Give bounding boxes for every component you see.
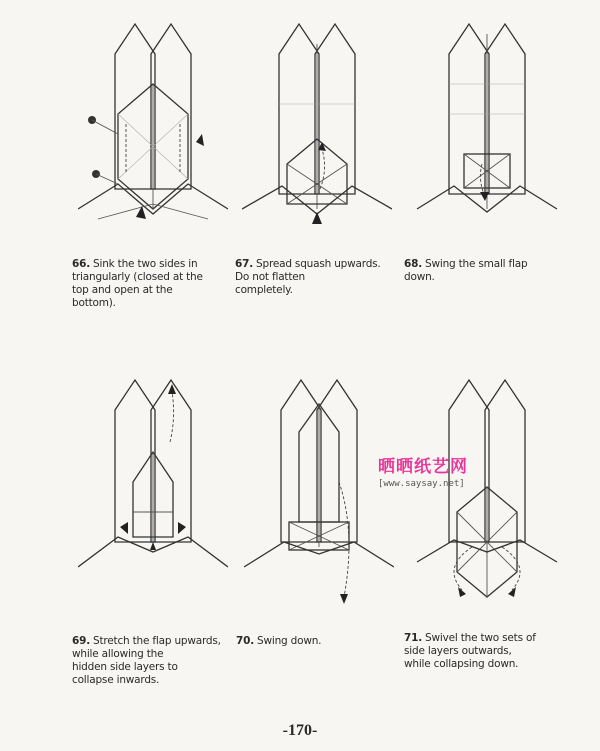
- step-instruction: Stretch the flap upwards, while allowing the hidden side layers to collapse inwards.: [72, 635, 221, 686]
- step-instruction: Swing the small flap down.: [404, 258, 528, 283]
- origami-diagram-67-svg: [242, 14, 392, 239]
- step-67-caption: [235, 258, 395, 297]
- origami-diagram-69-svg: [78, 372, 228, 597]
- step-number: 71.: [404, 632, 423, 644]
- origami-diagram-68-svg: [412, 14, 562, 239]
- step-number: 70.: [236, 635, 255, 647]
- step-70-caption: [236, 635, 386, 648]
- origami-diagram-66-svg: [78, 14, 228, 239]
- diagram-step-69: [78, 372, 228, 597]
- diagram-step-67: [242, 14, 392, 239]
- step-instruction: Spread squash upwards. Do not flatten completely.: [235, 258, 381, 296]
- step-number: 68.: [404, 258, 423, 270]
- step-instruction: Swing down.: [257, 635, 322, 647]
- origami-diagram-70-svg: [244, 372, 394, 617]
- step-number: 66.: [72, 258, 91, 270]
- step-66-caption: [72, 258, 232, 310]
- page-number: -170-: [282, 722, 318, 739]
- watermark-title: 晒晒纸艺网: [378, 457, 468, 477]
- step-instruction: Swivel the two sets of side layers outwards, while collapsing down.: [404, 632, 536, 670]
- step-number: 67.: [235, 258, 254, 270]
- step-instruction: Sink the two sides in triangularly (closed at the top and open at the bottom).: [72, 258, 203, 309]
- diagram-step-71: [412, 372, 562, 612]
- watermark-url: [www.saysay.net]: [378, 479, 465, 489]
- diagram-step-70: [244, 372, 394, 617]
- origami-diagram-71-svg: [412, 372, 562, 612]
- step-69-caption: [72, 635, 232, 687]
- step-71-caption: [404, 632, 574, 671]
- diagram-step-68: [412, 14, 562, 239]
- step-68-caption: [404, 258, 564, 284]
- step-number: 69.: [72, 635, 91, 647]
- site-watermark: [378, 452, 468, 489]
- diagram-step-66: [78, 14, 228, 239]
